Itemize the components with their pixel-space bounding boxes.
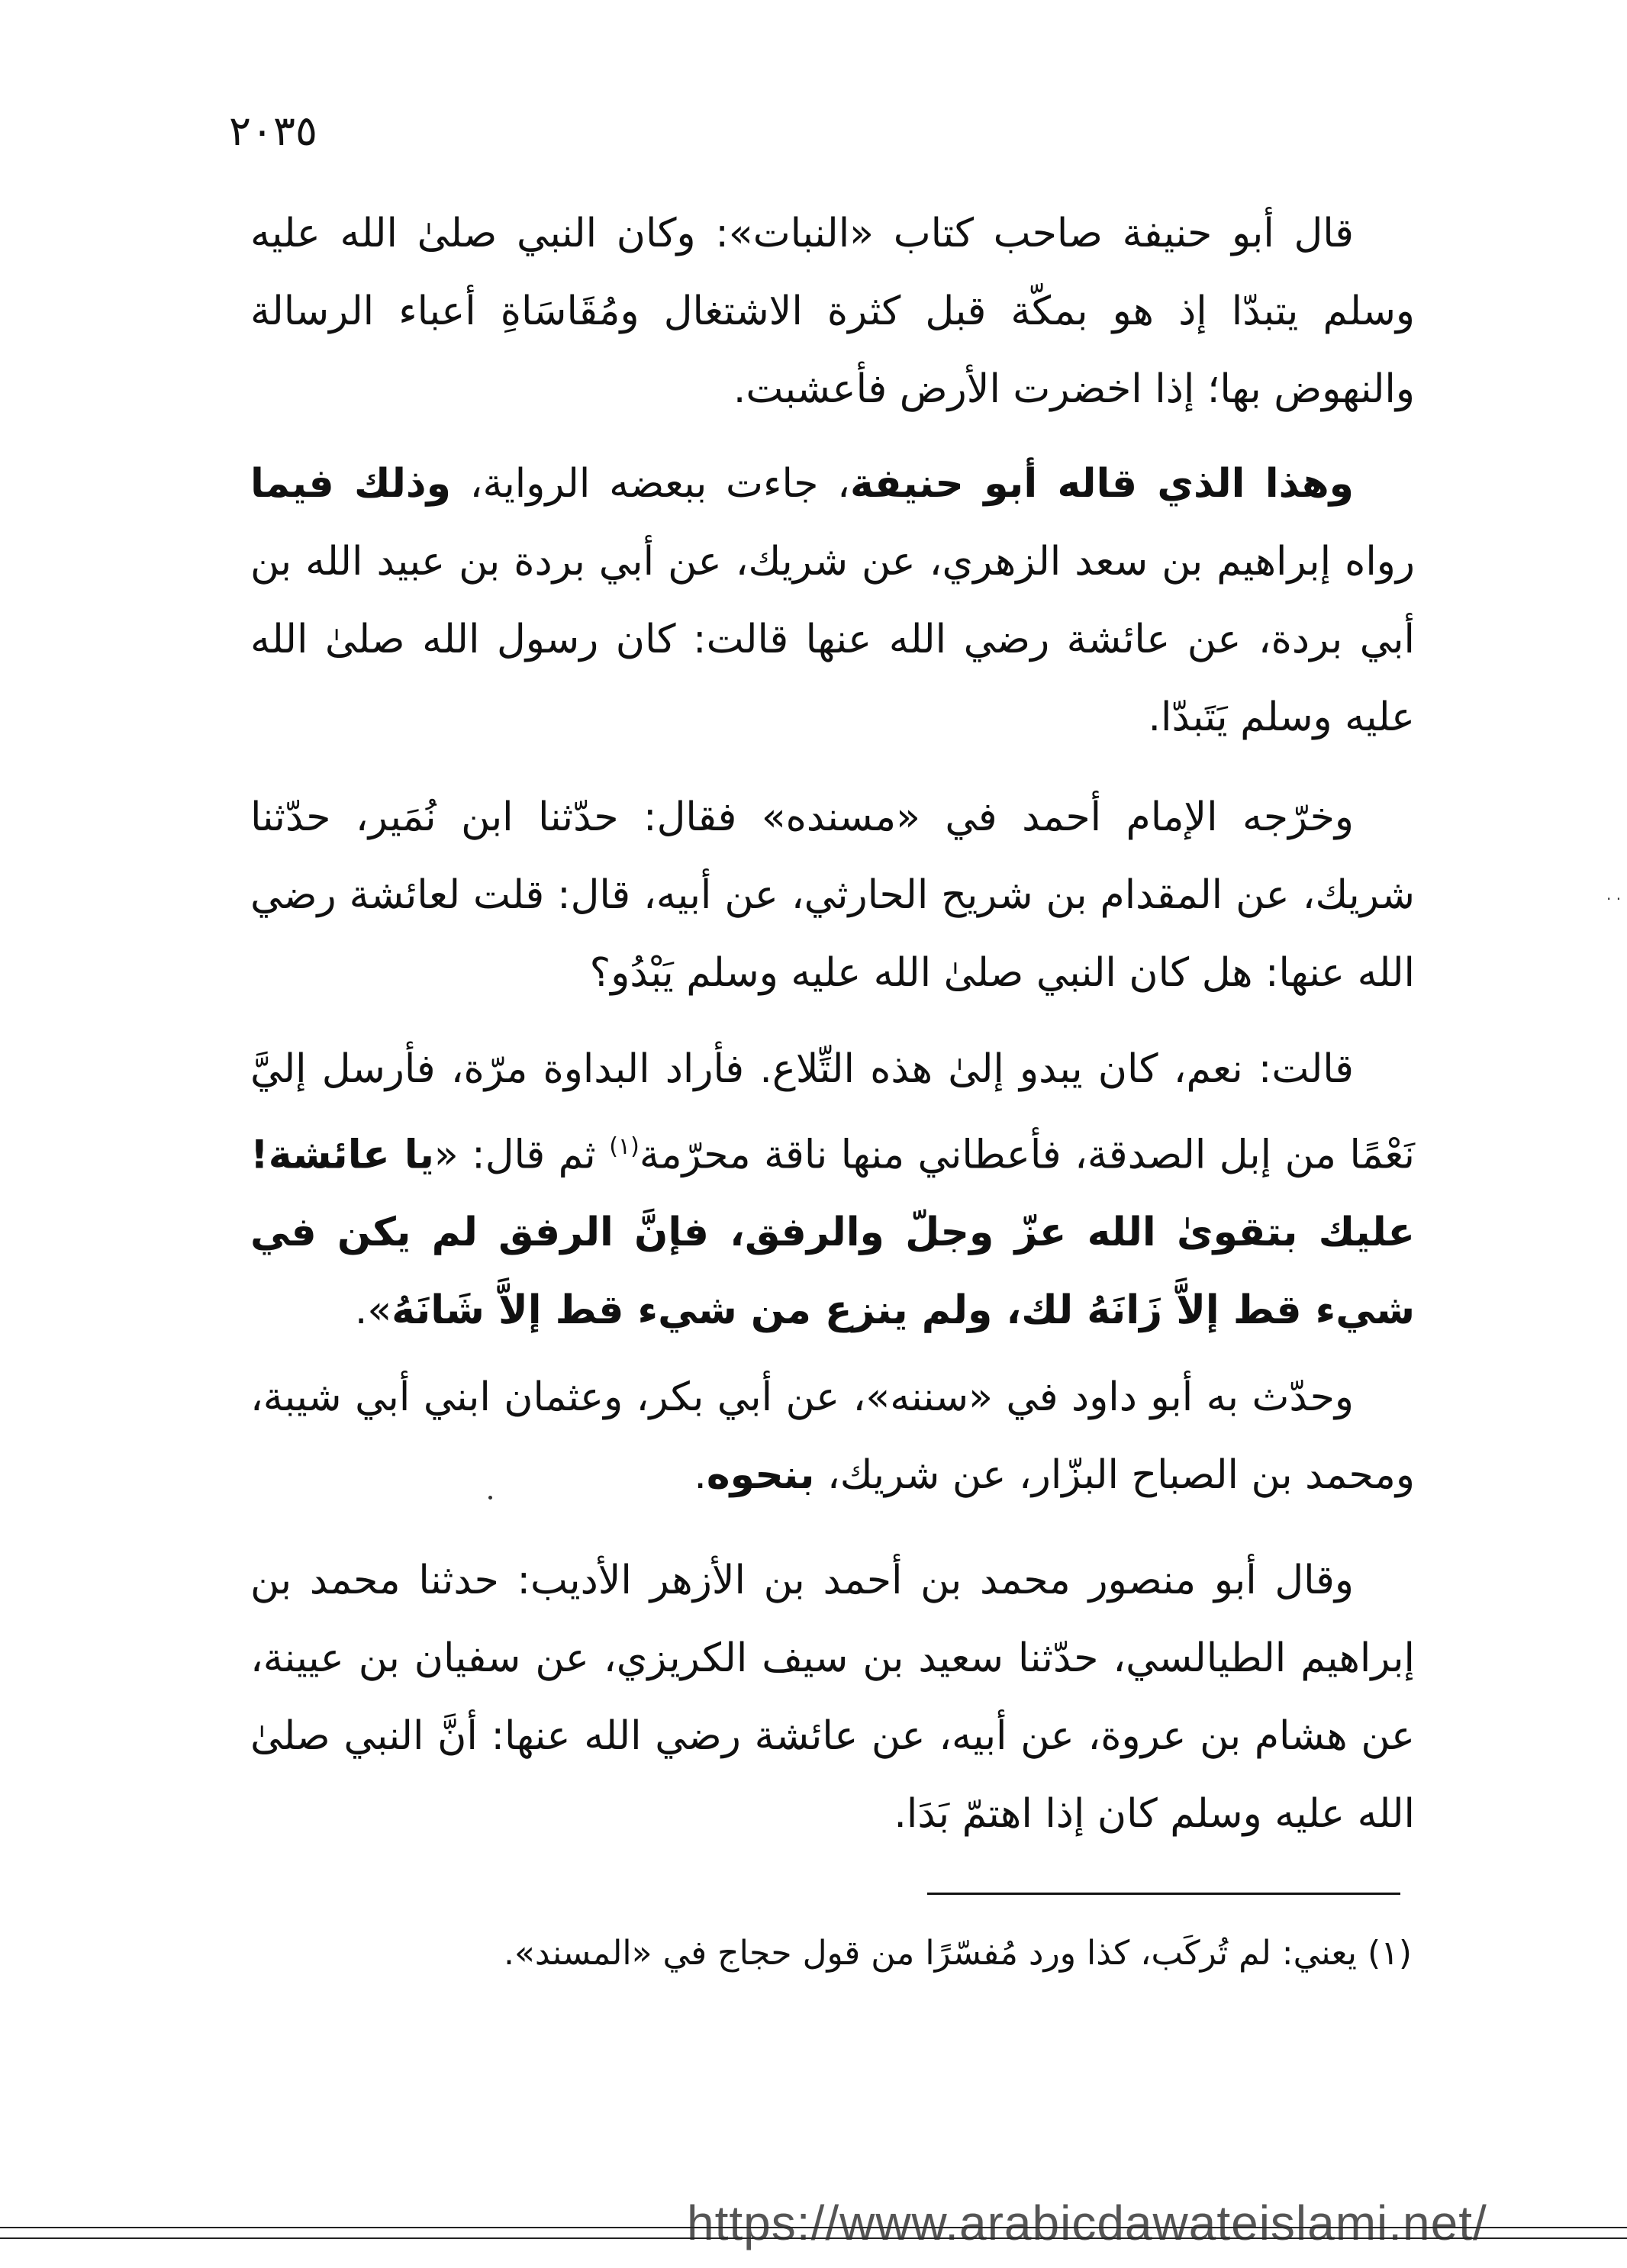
paragraph-6-text: وقال أبو منصور محمد بن أحمد بن الأزهر الأديب: حدثنا محمد بن إبراهيم الطيالسي، حدّثنا سعيد بن سيف الكريزي، عن سفيان بن عيينة، عن هشام بن عروة، عن أبيه، عن عائشة رضي الله عنها: أنَّ النبي صلىٰ الله عليه وسلم كان إذا اهتمّ بَدَا. — [250, 1558, 1415, 1837]
paragraph-4 — [250, 1030, 1415, 1349]
hadith-quote: يا عائشة! عليك بتقوىٰ الله عزّ وجلّ والرفق، فإنَّ الرفق لم يكن في شيء قط إلاَّ زَانَهُ لك، ولم ينزع من شيء قط إلاَّ شَانَهُ — [250, 1132, 1415, 1334]
bold-phrase: وهذا الذي قاله أبو حنيفة — [849, 461, 1354, 507]
paragraph-5 — [250, 1358, 1415, 1514]
text-span: رواه إبراهيم بن سعد الزهري، عن شريك، عن أبي بردة بن عبيد الله بن أبي بردة، عن عائشة رضي الله عنها قالت: كان رسول الله صلىٰ الله عليه وسلم يَتَبدّا. — [250, 539, 1415, 740]
paragraph-4-text — [250, 1030, 1415, 1349]
bottom-rule-lower — [0, 2237, 1627, 2239]
paragraph-1 — [250, 195, 1415, 428]
paragraph-3 — [250, 778, 1415, 1012]
paragraph-2 — [250, 445, 1415, 756]
bottom-rule-upper — [0, 2227, 1627, 2228]
text-span: ثم قال: « — [433, 1132, 610, 1178]
text-span: ، جاءت ببعضه الرواية، — [450, 461, 850, 507]
footnote-reference: (١) — [609, 1133, 640, 1160]
text-span: قالت: نعم، كان يبدو إلىٰ هذه التِّلاع. فأراد البداوة مرّة، فأرسل إليَّ نَعْمًا من إبل الصدقة، فأعطاني منها ناقة محرّمة — [250, 1046, 1415, 1178]
paragraph-6 — [250, 1542, 1415, 1853]
text-span: ». — [354, 1287, 392, 1334]
paragraph-3-text: وخرّجه الإمام أحمد في «مسنده» فقال: حدّثنا ابن نُمَير، حدّثنا شريك، عن المقدام بن شريح الحارثي، عن أبيه، قال: قلت لعائشة رضي الله عنها: هل كان النبي صلىٰ الله عليه وسلم يَبْدُو؟ — [250, 794, 1415, 996]
page-number: ٢٠٣٥ — [229, 107, 318, 155]
margin-marks: . . — [1606, 885, 1622, 904]
footnote-divider — [927, 1893, 1400, 1895]
bold-phrase: وذلك فيما — [250, 461, 451, 507]
paragraph-2-text — [250, 445, 1415, 756]
paragraph-1-text: قال أبو حنيفة صاحب كتاب «النبات»: وكان النبي صلىٰ الله عليه وسلم يتبدّا إذ هو بمكّة قبل كثرة الاشتغال ومُقَاسَاةِ أعباء الرسالة والنهوض بها؛ إذا اخضرت الأرض فأعشبت. — [250, 211, 1415, 412]
footnote: (١) يعني: لم تُركَب، كذا ورد مُفسّرًا من قول حجاج في «المسند». — [503, 1934, 1412, 1973]
stray-dot — [488, 1496, 492, 1500]
text-span: . — [694, 1452, 707, 1498]
bold-phrase: بنحوه — [706, 1452, 815, 1498]
watermark-url: https://www.arabicdawateislami.net/ — [687, 2196, 1487, 2250]
paragraph-5-text — [250, 1358, 1415, 1514]
text-span: وحدّث به أبو داود في «سننه»، عن أبي بكر، وعثمان ابني أبي شيبة، ومحمد بن الصباح البزّار، عن شريك، — [250, 1374, 1415, 1498]
